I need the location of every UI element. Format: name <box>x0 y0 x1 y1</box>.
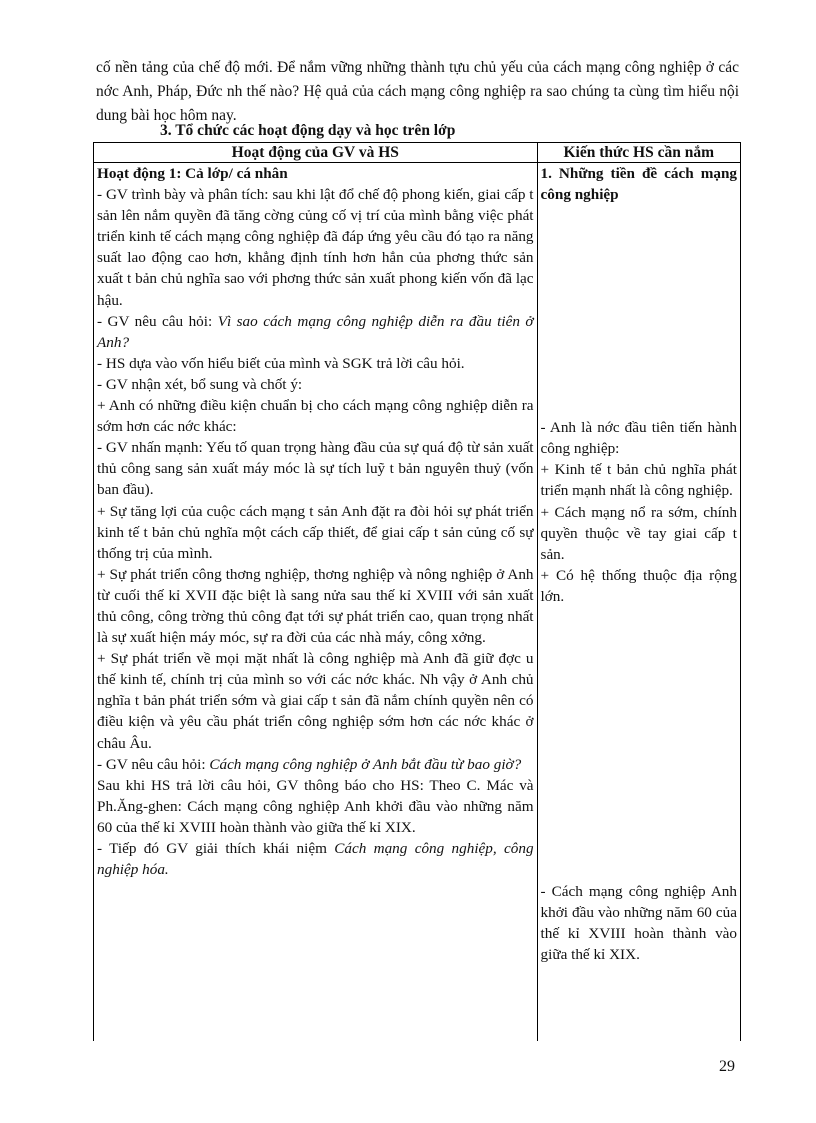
header-student-knowledge: Kiến thức HS cần nắm <box>537 143 740 163</box>
concept-paragraph <box>97 838 534 880</box>
table-header-row <box>94 143 741 163</box>
activity-paragraph: + Sự tăng lợi của cuộc cách mạng t sản Anh đặt ra đòi hỏi sự phát triển kinh tế t bản chủ nghĩa một cách cấp thiết, để giai cấp t sản củng cố sự thống trị của mình. <box>97 502 534 562</box>
knowledge-item: + Kinh tế t bản chủ nghĩa phát triển mạnh nhất là công nghiệp. <box>540 461 737 500</box>
knowledge-item: - Anh là nớc đầu tiên tiến hành công nghiệp: <box>540 419 737 458</box>
knowledge-cell <box>537 163 740 1042</box>
knowledge-item: - Cách mạng công nghiệp Anh khởi đầu vào những năm 60 của thế kỉ XVIII hoàn thành vào giữa thế kỉ XIX. <box>540 883 737 964</box>
table-row <box>94 163 741 1042</box>
concept-prefix: - Tiếp đó GV giải thích khái niệm <box>97 840 335 857</box>
section-title: 3. Tổ chức các hoạt động dạy và học trên lớp <box>160 122 456 139</box>
question-prefix: - GV nêu câu hỏi: <box>97 755 210 773</box>
question-paragraph <box>97 754 534 775</box>
activity-paragraph: + Sự phát triển về mọi mặt nhất là công nghiệp mà Anh đã giữ đợc u thế kinh tế, chính trị của mình so với các nớc khác. Nh vậy ở Anh chủ nghĩa t bản phát triển sớm và giai cấp t sản đã nắm chính quyền nên có điều kiện và yêu cầu phát triển công nghiệp sớm hơn các nớc khác ở châu Âu. <box>97 650 534 752</box>
knowledge-item: + Cách mạng nổ ra sớm, chính quyền thuộc về tay giai cấp t sản. <box>540 503 737 563</box>
activity-paragraph: + Sự phát triển công thơng nghiệp, thơng nghiệp và nông nghiệp ở Anh từ cuối thế kỉ XVII đặc biệt là sang nửa sau thế kỉ XVIII với sản xuất thủ công, công trờng thủ công đạt tới sự phát triển cao, quan trọng nhất là sự xuất hiện máy móc, sự ra đời của các nhà máy, công xởng. <box>97 565 534 647</box>
question-prefix: - GV nêu câu hỏi: <box>97 312 218 330</box>
page-number: 29 <box>719 1058 735 1075</box>
question-text: Cách mạng công nghiệp ở Anh bắt đầu từ bao giờ? <box>209 755 522 773</box>
activity-paragraph: - GV trình bày và phân tích: sau khi lật đổ chế độ phong kiến, giai cấp t sản lên nắm quyền đã tăng cờng củng cố vị trí của mình bằng việc phát triển kinh tế cách mạng công nghiệp đã đáp ứng yêu cầu đó tạo ra năng suất lao động cao hơn, khẳng định tính hơn hẳn của phơng thức sản xuất t bản chủ nghĩa sao với phơng thức sản xuất phong kiến vốn đã lạc hậu. <box>97 186 534 309</box>
question-text: Vì sao cách mạng công nghiệp diễn ra đầu tiên ở Anh? <box>97 312 534 351</box>
spacer <box>541 607 737 881</box>
activity-paragraph: - HS dựa vào vốn hiểu biết của mình và SGK trả lời câu hỏi. <box>97 354 465 372</box>
header-teacher-student-activity: Hoạt động của GV và HS <box>94 143 538 163</box>
activity-paragraph: Sau khi HS trả lời câu hỏi, GV thông báo cho HS: Theo C. Mác và Ph.Ăng-ghen: Cách mạng công nghiệp Anh khởi đầu vào những năm 60 của thế kỉ XVIII hoàn thành vào giữa thế kỉ XIX. <box>97 776 534 836</box>
lesson-table <box>93 142 741 1041</box>
activity-paragraph: + Anh có những điều kiện chuẩn bị cho cách mạng công nghiệp diễn ra sớm hơn các nớc khác: <box>97 397 534 436</box>
question-paragraph <box>97 311 534 353</box>
activity-title: Hoạt động 1: Cả lớp/ cá nhân <box>97 165 288 182</box>
spacer <box>541 205 737 417</box>
activity-paragraph: - GV nhấn mạnh: Yếu tố quan trọng hàng đầu của sự quá độ từ sản xuất thủ công sang sản xuất máy móc là sự tích luỹ t bản nguyên thuỷ (vốn ban đầu). <box>97 439 534 499</box>
knowledge-item: + Có hệ thống thuộc địa rộng lớn. <box>540 566 737 605</box>
intro-text: cố nền tảng của chế độ mới. Để nắm vững những thành tựu chủ yếu của cách mạng công nghiệp ở các nớc Anh, Pháp, Đức nh thế nào? Hệ quả của cách mạng công nghiệp ra sao chúng ta cùng tìm hiểu nội dung bài học hôm nay. <box>96 59 739 124</box>
activity-cell <box>94 163 538 1042</box>
knowledge-heading: 1. Những tiền đề cách mạng công nghiệp <box>540 165 737 204</box>
intro-paragraph <box>96 56 739 128</box>
activity-paragraph: - GV nhận xét, bổ sung và chốt ý: <box>97 375 303 393</box>
concept-term: Cách mạng công nghiệp, công nghiệp hóa. <box>97 840 534 879</box>
